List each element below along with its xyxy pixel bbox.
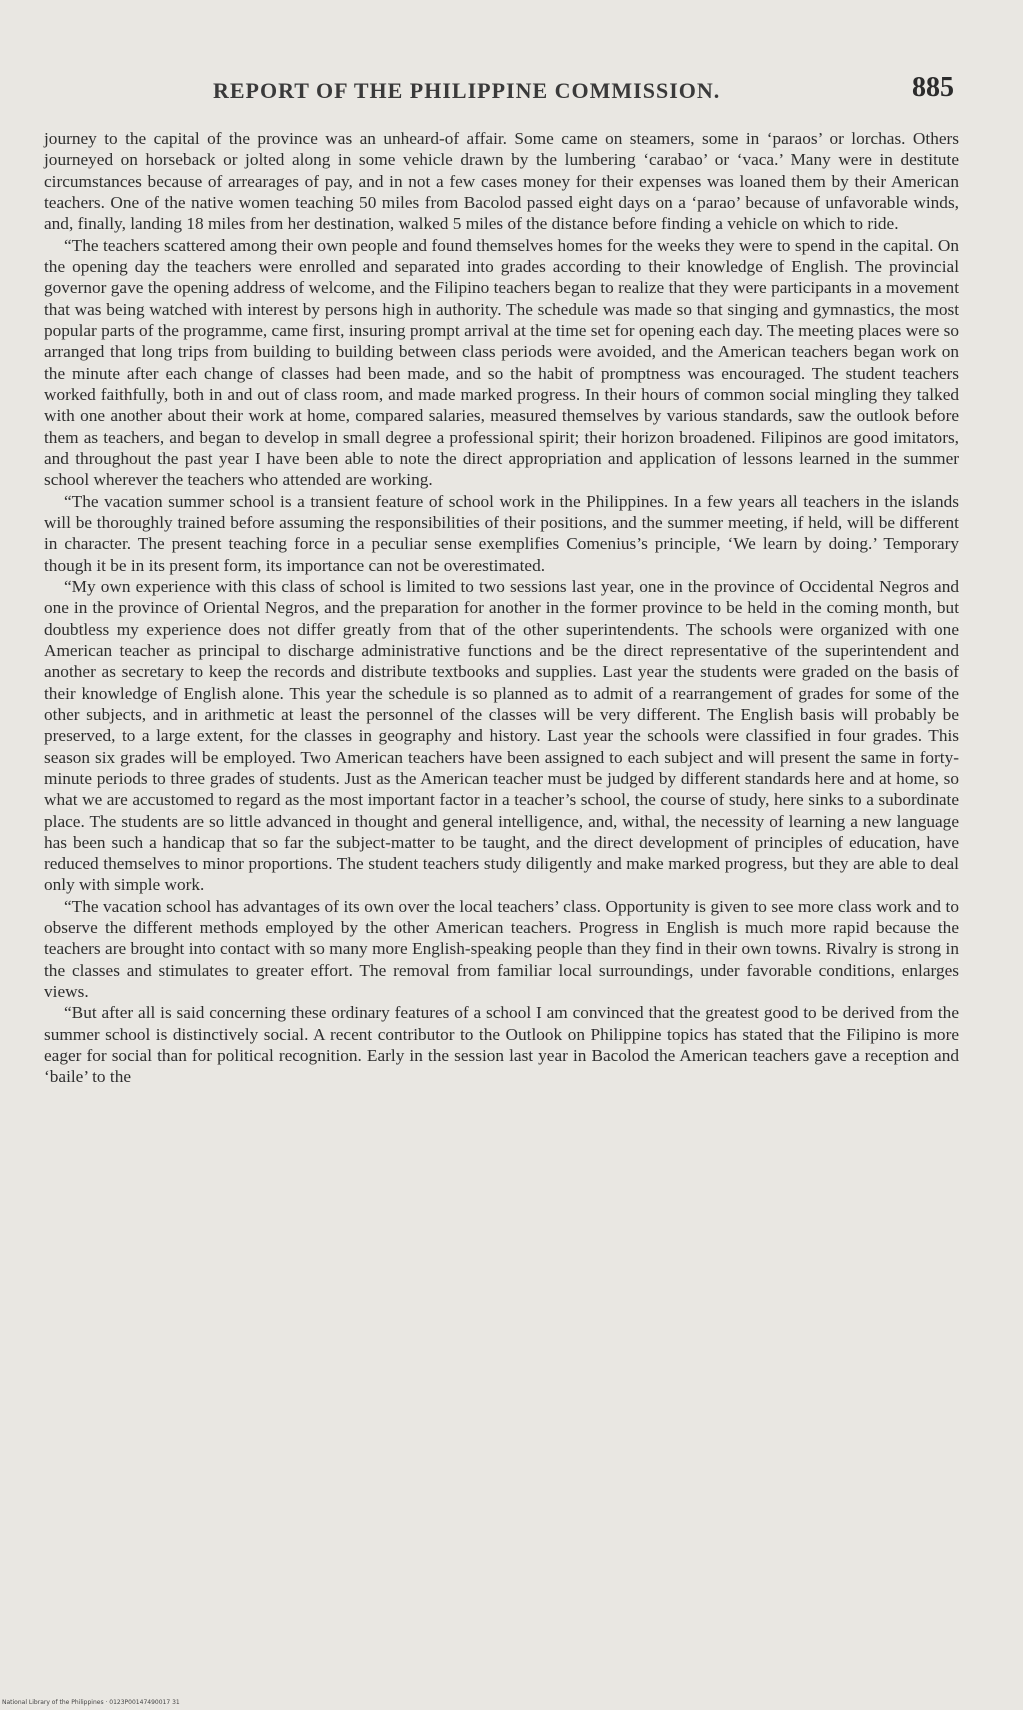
paragraph: “But after all is said concerning these ordinary features of a school I am convinced that the greatest good to be derived from the summer school is distinctively social. A recent contributor to the Outlook on Philippine topics has stated that the Filipino is more eager for social than for political recognition. Early in the session last year in Bacolod the American teachers gave a reception and ‘baile’ to the — [44, 1003, 959, 1087]
scan-footer: National Library of the Philippines · 0123P00147490017 31 — [2, 1699, 180, 1706]
paragraph: “The vacation summer school is a transient feature of school work in the Philippines. In a few years all teachers in the islands will be thoroughly trained before assuming the responsibilities of their positions, and the summer meeting, if held, will be different in character. The present teaching force in a peculiar sense exemplifies Comenius’s principle, ‘We learn by doing.’ Temporary though it be in its present form, its importance can not be overestimated. — [44, 491, 959, 575]
paragraph: journey to the capital of the province was an unheard-of affair. Some came on steamers, some in ‘paraos’ or lorchas. Others journeyed on horseback or jolted along in some vehicle drawn by the lumbering ‘carabao’ or ‘vaca.’ Many were in destitute circumstances because of arrearages of pay, and in not a few cases money for their expenses was loaned them by their American teachers. One of the native women teaching 50 miles from Bacolod passed eight days on a ‘parao’ because of unfavorable winds, and, finally, landing 18 miles from her destination, walked 5 miles of the distance before finding a vehicle on which to ride. — [44, 129, 959, 234]
page-header — [0, 72, 1023, 112]
paragraph: “The vacation school has advantages of its own over the local teachers’ class. Opportunity is given to see more class work and to observe the different methods employed by the other American teachers. Progress in English is much more rapid because the teachers are brought into contact with so many more English-speaking people than they find in their own towns. Rivalry is strong in the classes and stimulates to greater effort. The removal from familiar local surroundings, under favorable conditions, enlarges views. — [44, 896, 959, 1002]
paragraph: “My own experience with this class of school is limited to two sessions last year, one in the province of Occidental Negros and one in the province of Oriental Negros, and the preparation for another in the former province to be held in the coming month, but doubtless my experience does not differ greatly from that of the other superintendents. The schools were organized with one American teacher as principal to discharge administrative functions and be the direct representative of the superintendent and another as secretary to keep the records and distribute textbooks and supplies. Last year the students were graded on the basis of their knowledge of English alone. This year the schedule is so planned as to admit of a rearrangement of grades for some of the other subjects, and in arithmetic at least the personnel of the classes will be very different. The English basis will probably be preserved, to a large extent, for the classes in geography and history. Last year the schools were classified in four grades. This season six grades will be employed. Two American teachers have been assigned to each subject and will present the same in forty-minute periods to three grades of students. Just as the American teacher must be judged by different standards here and at home, so what we are accustomed to regard as the most important factor in a teacher’s school, the course of study, here sinks to a subordinate place. The students are so little advanced in thought and general intelligence, and, withal, the necessity of learning a new language has been such a handicap that so far the subject-matter to be taught, and the direct development of principles of education, have reduced themselves to minor proportions. The student teachers study diligently and make marked progress, but they are able to deal only with simple work. — [44, 576, 959, 895]
running-title: REPORT OF THE PHILIPPINE COMMISSION. — [213, 78, 721, 103]
page-number: 885 — [912, 72, 954, 103]
paragraph: “The teachers scattered among their own people and found themselves homes for the weeks they were to spend in the capital. On the opening day the teachers were enrolled and separated into grades according to their knowledge of English. The provincial governor gave the opening address of welcome, and the Filipino teachers began to realize that they were participants in a movement that was being watched with interest by persons high in authority. The schedule was made so that singing and gymnastics, the most popular parts of the programme, came first, insuring prompt arrival at the time set for opening each day. The meeting places were so arranged that long trips from building to building between class periods were avoided, and the American teachers began work on the minute after each change of classes had been made, and so the habit of promptness was encouraged. The student teachers worked faithfully, both in and out of class room, and made marked progress. In their hours of common social mingling they talked with one another about their work at home, compared salaries, measured themselves by various standards, saw the outlook before them as teachers, and began to develop in small degree a professional spirit; their horizon broadened. Filipinos are good imitators, and throughout the past year I have been able to note the direct appropriation and application of lessons learned in the summer school wherever the teachers who attended are working. — [44, 235, 959, 490]
body-text — [44, 128, 959, 1088]
